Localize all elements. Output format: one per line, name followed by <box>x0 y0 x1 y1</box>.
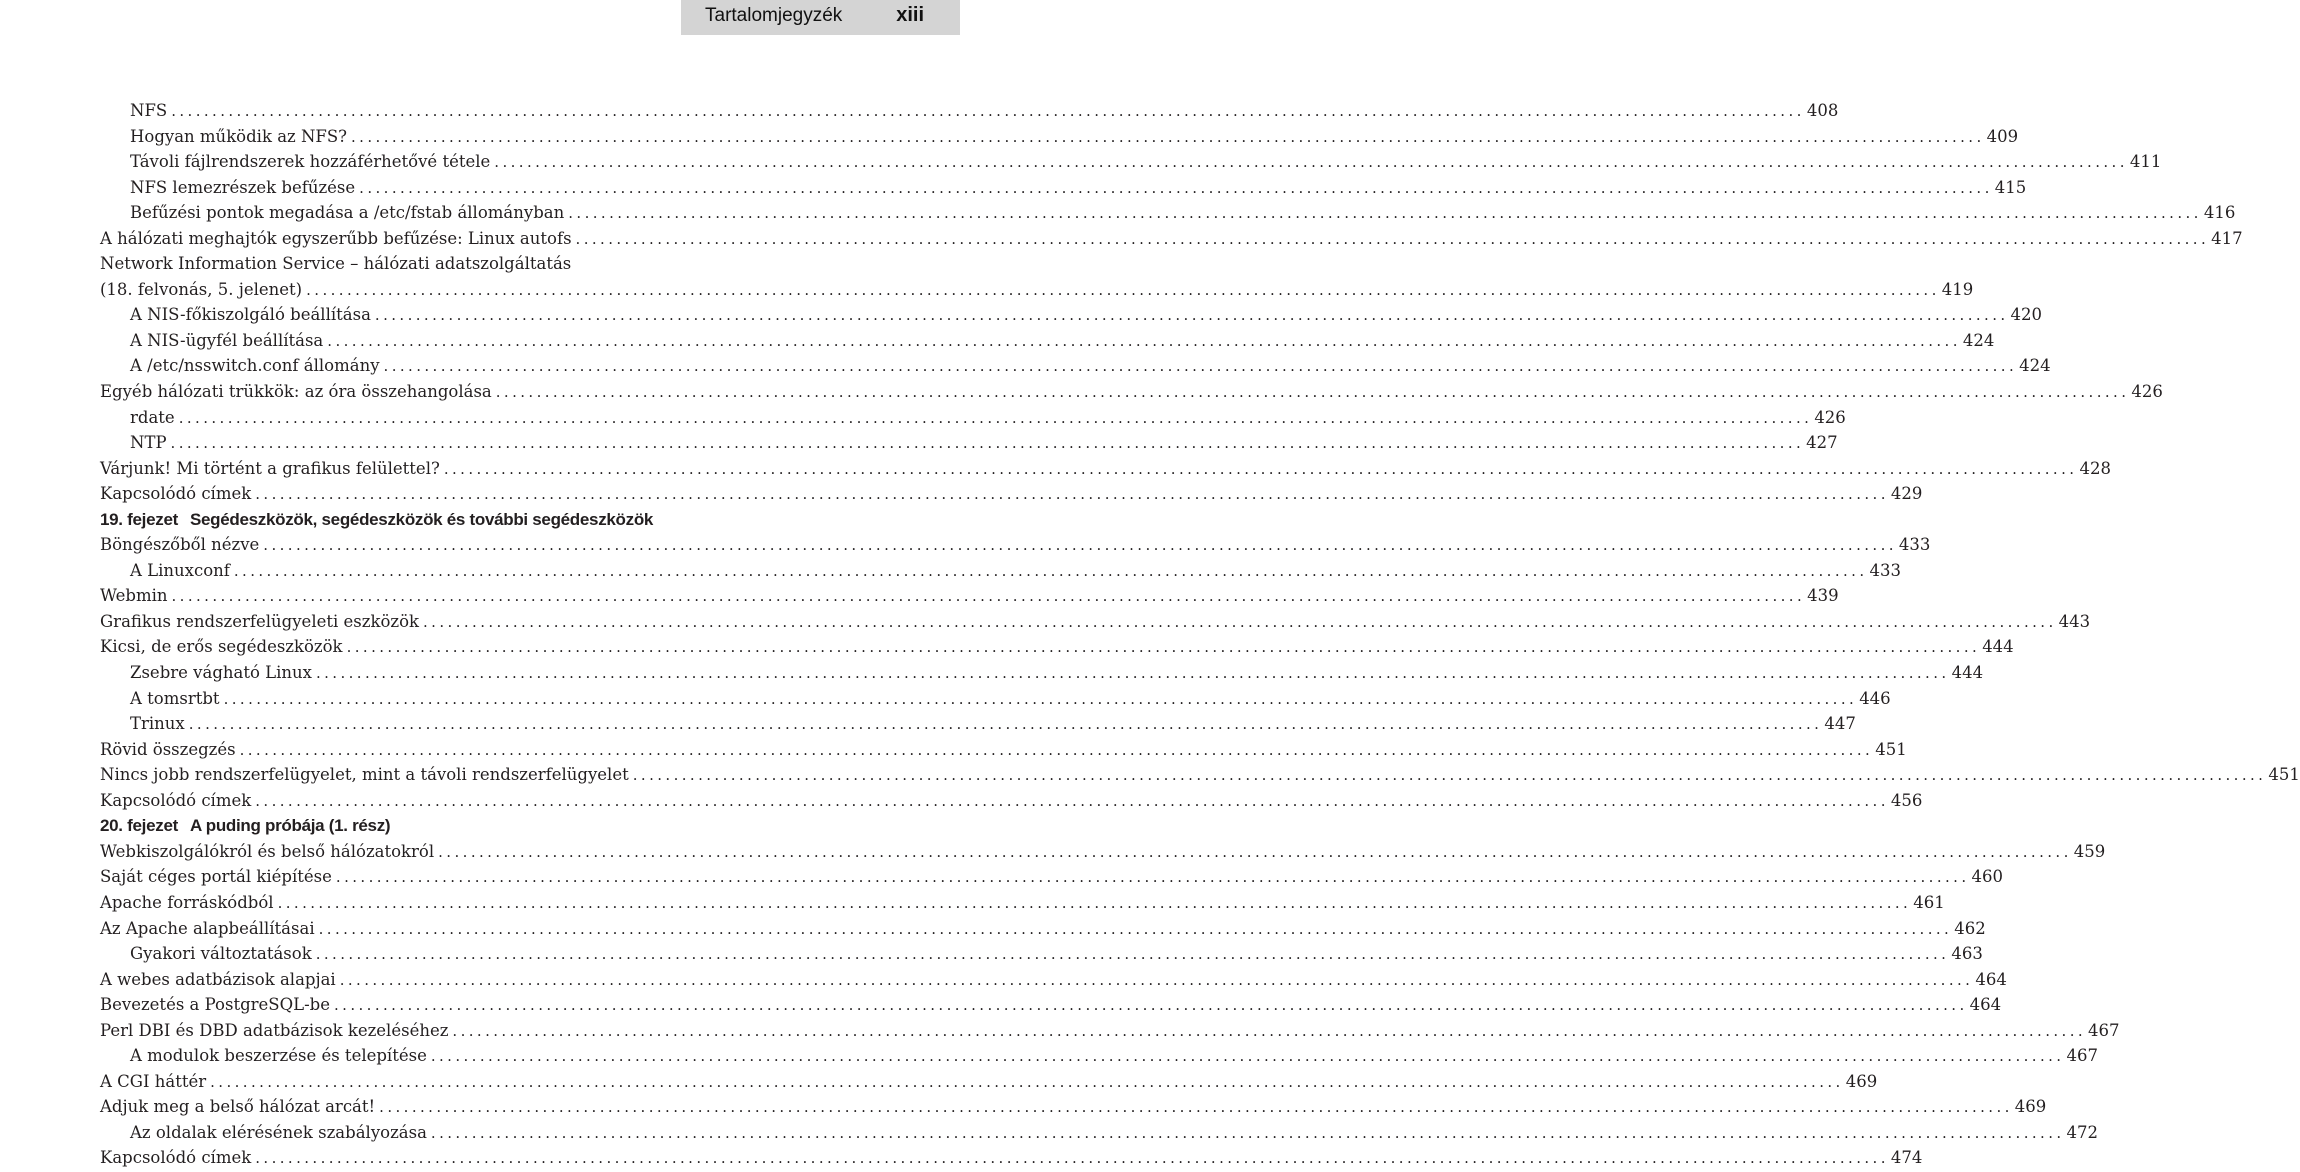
toc-entry-title: Saját céges portál kiépítése <box>100 867 332 887</box>
dot-leader: ........................................................................................................................................................................................................ <box>255 485 1889 504</box>
toc-entry-title: A /etc/nsswitch.conf állomány <box>130 356 380 376</box>
toc-entry-page: 461 <box>1913 892 1945 912</box>
toc-entry-title: A hálózati meghajtók egyszerűbb befűzése: Linux autofs <box>100 228 572 248</box>
toc-entry-title: A webes adatbázisok alapjai <box>100 969 336 989</box>
dot-leader: ........................................................................................................................................................................................................ <box>315 945 1950 964</box>
toc-entry <box>100 609 2091 635</box>
toc-entry <box>100 1018 2120 1044</box>
toc-entry-title: Perl DBI és DBD adatbázisok kezeléséhez <box>100 1020 449 1040</box>
dot-leader: ........................................................................................................................................................................................................ <box>277 893 1912 912</box>
dot-leader: ........................................................................................................................................................................................................ <box>255 791 1889 810</box>
toc-entry <box>100 1145 1923 1171</box>
dot-leader: ........................................................................................................................................................................................................ <box>452 1021 2087 1040</box>
dot-leader: ........................................................................................................................................................................................................ <box>327 331 1961 350</box>
toc-entry <box>100 839 2106 865</box>
dot-leader: ........................................................................................................................................................................................................ <box>346 638 1981 657</box>
toc-entry <box>100 660 1984 686</box>
toc-entry-page: 447 <box>1824 714 1856 734</box>
toc-entry-page: 474 <box>1890 1148 1923 1168</box>
toc-entry-title: Kapcsolódó címek <box>100 790 252 810</box>
toc-entry-title: Az oldalak elérésének szabályozása <box>130 1122 427 1142</box>
toc-entry-page: 451 <box>1875 739 1907 759</box>
dot-leader: ........................................................................................................................................................................................................ <box>374 306 2009 325</box>
toc-entry-title: Webmin <box>100 586 168 606</box>
toc-entry <box>100 175 2027 201</box>
toc-entry-page: 424 <box>1962 330 1995 350</box>
toc-entry-title: A NIS-főkiszolgáló beállítása <box>130 305 371 325</box>
dot-leader: ........................................................................................................................................................................................................ <box>263 536 1897 555</box>
toc-entry <box>100 967 2007 993</box>
toc-entry-title: Befűzési pontok megadása a /etc/fstab állományban <box>130 203 565 223</box>
toc-entry <box>100 481 1923 507</box>
toc-entry-page: 420 <box>2010 305 2043 325</box>
toc-entry <box>100 456 2111 482</box>
toc-entry-title: NTP <box>130 433 167 453</box>
toc-entry-page: 417 <box>2211 228 2243 248</box>
toc-entry <box>100 226 2243 252</box>
toc-entry-title: (18. felvonás, 5. jelenet) <box>100 279 303 299</box>
toc-entry <box>100 890 1945 916</box>
toc-entry <box>100 149 2162 175</box>
toc-entry <box>100 864 2004 890</box>
toc-entry-title: Egyéb hálózati trükkök: az óra összehangolása <box>100 382 492 402</box>
dot-leader: ........................................................................................................................................................................................................ <box>239 740 1874 759</box>
toc-entry <box>100 328 1995 354</box>
toc-entry-page: 433 <box>1898 535 1931 555</box>
dot-leader: ........................................................................................................................................................................................................ <box>443 459 2078 478</box>
toc-entry-page: 424 <box>2019 356 2051 376</box>
toc-entry <box>100 277 1974 303</box>
toc-entry <box>100 251 820 277</box>
toc-entry-page: 409 <box>1986 126 2019 146</box>
dot-leader: ........................................................................................................................................................................................................ <box>359 178 1993 197</box>
toc-entry <box>100 379 2163 405</box>
toc-entry-page: 462 <box>1954 918 1986 938</box>
dot-leader: ........................................................................................................................................................................................................ <box>210 1072 1844 1091</box>
toc-entry-page: 467 <box>2088 1020 2120 1040</box>
dot-leader: ........................................................................................................................................................................................................ <box>430 1123 2065 1142</box>
toc-entry-page: 416 <box>2203 203 2236 223</box>
dot-leader: ........................................................................................................................................................................................................ <box>575 229 2210 248</box>
toc-entry <box>100 788 1923 814</box>
toc-entry-title: A Linuxconf <box>130 560 230 580</box>
toc-entry-page: 451 <box>2268 765 2300 785</box>
toc-entry-title: NFS lemezrészek befűzése <box>130 177 356 197</box>
toc-entry <box>100 1094 2047 1120</box>
dot-leader: ........................................................................................................................................................................................................ <box>178 408 1813 427</box>
toc-entry <box>100 737 1907 763</box>
toc-entry <box>100 124 2019 150</box>
toc-entry-title: Rövid összegzés <box>100 739 236 759</box>
toc-entry-title: Az Apache alapbeállításai <box>100 918 315 938</box>
chapter-number: 19. fejezet <box>100 509 178 529</box>
toc-entry <box>100 302 2043 328</box>
toc-entry-title: Böngészőből nézve <box>100 535 260 555</box>
dot-leader: ........................................................................................................................................................................................................ <box>306 280 1940 299</box>
dot-leader: ........................................................................................................................................................................................................ <box>171 587 1806 606</box>
toc-entry-page: 469 <box>1845 1071 1878 1091</box>
toc-entry <box>100 405 1846 431</box>
toc-entry-page: 467 <box>2066 1046 2098 1066</box>
dot-leader: ........................................................................................................................................................................................................ <box>334 996 1968 1015</box>
dot-leader: ........................................................................................................................................................................................................ <box>188 715 1823 734</box>
dot-leader: ........................................................................................................................................................................................................ <box>568 204 2202 223</box>
toc-entry-page: 464 <box>1975 969 2007 989</box>
toc-entry-title: Webkiszolgálókról és belső hálózatokról <box>100 841 435 861</box>
toc-entry <box>100 634 2014 660</box>
running-header-title: Tartalomjegyzék <box>705 5 843 26</box>
toc-entry-page: 456 <box>1890 790 1923 810</box>
toc-entry <box>100 686 1891 712</box>
toc-entry-title: Zsebre vágható Linux <box>130 663 312 683</box>
toc-entry-title: Nincs jobb rendszerfelügyelet, mint a távoli rendszerfelügyelet <box>100 765 629 785</box>
toc-entry-title: A CGI háttér <box>100 1071 207 1091</box>
toc-entry-title: NFS <box>130 101 168 120</box>
toc-entry <box>100 532 1931 558</box>
toc-entry <box>100 583 1839 609</box>
dot-leader: ........................................................................................................................................................................................................ <box>351 127 1985 146</box>
toc-entry <box>100 558 1901 584</box>
dot-leader: ........................................................................................................................................................................................................ <box>423 612 2057 631</box>
toc-entry-title: Kicsi, de erős segédeszközök <box>100 637 343 657</box>
toc-entry-title: Network Information Service – hálózati adatszolgáltatás <box>100 254 572 274</box>
dot-leader: ........................................................................................................................................................................................................ <box>430 1047 2065 1066</box>
toc-entry-title: Távoli fájlrendszerek hozzáférhetővé tétele <box>130 152 491 172</box>
toc-entry-title: A modulok beszerzése és telepítése <box>130 1046 427 1066</box>
dot-leader: ........................................................................................................................................................................................................ <box>495 383 2130 402</box>
toc-entry-page: 411 <box>2129 152 2162 172</box>
table-of-contents <box>100 98 2300 1171</box>
toc-entry-page: 433 <box>1869 560 1901 580</box>
toc-entry-title: A tomsrtbt <box>130 688 220 708</box>
toc-entry <box>100 1069 1878 1095</box>
toc-entry-page: 426 <box>1814 407 1846 427</box>
toc-entry-page: 415 <box>1994 177 2027 197</box>
toc-entry-page: 444 <box>1982 637 2014 657</box>
toc-entry-title: Kapcsolódó címek <box>100 1148 252 1168</box>
toc-entry <box>100 1043 2098 1069</box>
toc-entry-title: rdate <box>130 407 175 427</box>
chapter-title: Segédeszközök, segédeszközök és további segédeszközök <box>189 509 654 529</box>
toc-entry-page: 446 <box>1859 688 1891 708</box>
dot-leader: ........................................................................................................................................................................................................ <box>339 970 1974 989</box>
dot-leader: ........................................................................................................................................................................................................ <box>318 919 1953 938</box>
toc-entry-page: 408 <box>1806 101 1839 120</box>
toc-entry-page: 463 <box>1951 944 1983 964</box>
toc-entry-title: Várjunk! Mi történt a grafikus felülettel? <box>100 458 440 478</box>
toc-entry-title: Bevezetés a PostgreSQL-be <box>100 995 330 1015</box>
dot-leader: ........................................................................................................................................................................................................ <box>494 153 2128 172</box>
dot-leader: ........................................................................................................................................................................................................ <box>255 1149 1889 1168</box>
dot-leader: ........................................................................................................................................................................................................ <box>632 766 2267 785</box>
toc-entry-title: A NIS-ügyfél beállítása <box>130 330 324 350</box>
dot-leader: ........................................................................................................................................................................................................ <box>383 357 2018 376</box>
toc-entry-title: Trinux <box>130 714 185 734</box>
toc-entry-title: Hogyan működik az NFS? <box>130 126 348 146</box>
dot-leader: ........................................................................................................................................................................................................ <box>171 102 1805 120</box>
toc-entry-title: Gyakori változtatások <box>130 944 312 964</box>
toc-entry-page: 429 <box>1890 484 1923 504</box>
toc-entry-title: Adjuk meg a belső hálózat arcát! <box>100 1097 376 1117</box>
toc-entry-title: Apache forráskódból <box>100 892 274 912</box>
toc-entry-page: 426 <box>2131 382 2163 402</box>
page-number: xiii <box>896 4 924 26</box>
toc-entry <box>100 992 2002 1018</box>
toc-entry <box>100 98 1839 124</box>
chapter-number: 20. fejezet <box>100 816 178 836</box>
toc-entry-page: 444 <box>1951 663 1984 683</box>
toc-entry-page: 439 <box>1807 586 1839 606</box>
toc-entry-page: 464 <box>1969 995 2002 1015</box>
dot-leader: ........................................................................................................................................................................................................ <box>379 1098 2013 1117</box>
toc-entry-title: Kapcsolódó címek <box>100 484 252 504</box>
running-header <box>681 0 960 35</box>
dot-leader: ........................................................................................................................................................................................................ <box>223 689 1858 708</box>
dot-leader: ........................................................................................................................................................................................................ <box>438 842 2072 861</box>
toc-entry-page: 419 <box>1941 279 1974 299</box>
toc-chapter-heading <box>100 507 820 533</box>
dot-leader: ........................................................................................................................................................................................................ <box>233 561 1868 580</box>
toc-entry <box>100 200 2236 226</box>
dot-leader: ........................................................................................................................................................................................................ <box>315 664 1950 683</box>
toc-entry <box>100 762 2300 788</box>
toc-entry-page: 428 <box>2079 458 2111 478</box>
toc-entry <box>100 430 1838 456</box>
toc-entry-page: 427 <box>1806 433 1838 453</box>
dot-leader: ........................................................................................................................................................................................................ <box>335 868 1970 887</box>
toc-entry <box>100 353 2051 379</box>
toc-entry <box>100 916 1986 942</box>
toc-entry-page: 459 <box>2073 841 2106 861</box>
toc-chapter-heading <box>100 813 820 839</box>
toc-entry-title: Grafikus rendszerfelügyeleti eszközök <box>100 611 420 631</box>
toc-entry-page: 472 <box>2066 1122 2099 1142</box>
toc-entry-page: 443 <box>2058 611 2091 631</box>
dot-leader: ........................................................................................................................................................................................................ <box>170 434 1805 453</box>
toc-entry-page: 469 <box>2014 1097 2047 1117</box>
toc-entry <box>100 1120 2099 1146</box>
toc-entry <box>100 941 1983 967</box>
chapter-title: A puding próbája (1. rész) <box>189 816 391 836</box>
toc-entry-page: 460 <box>1971 867 2004 887</box>
toc-entry <box>100 711 1856 737</box>
